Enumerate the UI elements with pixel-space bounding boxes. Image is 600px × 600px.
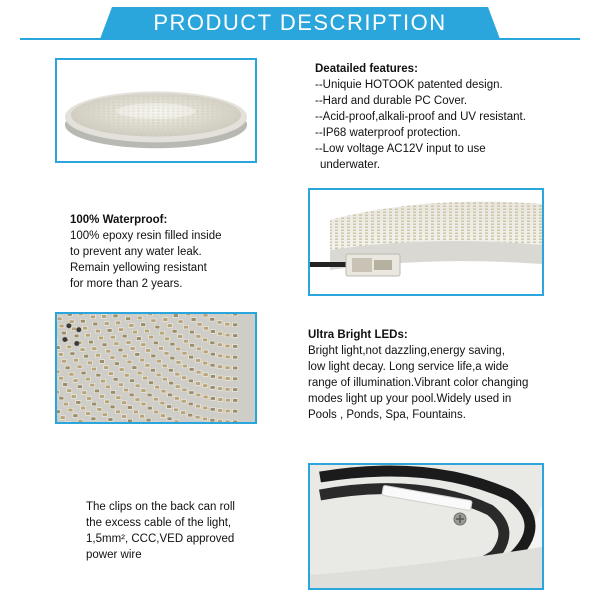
clips-line: the excess cable of the light,	[86, 517, 232, 529]
waterproof-section	[70, 212, 280, 292]
clips-line: The clips on the back can roll	[86, 501, 235, 513]
waterproof-line: to prevent any water leak.	[70, 246, 202, 258]
leds-line: Bright light,not dazzling,energy saving,	[308, 345, 505, 357]
leds-heading: Ultra Bright LEDs:	[308, 329, 408, 341]
feature-line: --Acid-proof,alkali-proof and UV resistant.	[315, 111, 526, 123]
page-title: PRODUCT DESCRIPTION	[153, 10, 447, 35]
feature-line: --Uniquie HOTOOK patented design.	[315, 79, 503, 91]
leds-line: range of illumination.Vibrant color changing	[308, 377, 529, 389]
clips-line: power wire	[86, 549, 142, 561]
features-heading: Deatailed features:	[315, 63, 418, 75]
lamp-photo	[55, 58, 257, 163]
waterproof-line: for more than 2 years.	[70, 278, 183, 290]
feature-line: --IP68 waterproof protection.	[315, 127, 461, 139]
led-board-photo	[55, 312, 257, 424]
clips-section	[86, 499, 286, 563]
cable-clips-photo	[308, 463, 544, 590]
feature-line: --Low voltage AC12V input to use	[315, 143, 486, 155]
leds-line: low light decay. Long service life,a wide	[308, 361, 509, 373]
features-section	[315, 61, 585, 173]
leds-line: Pools , Ponds, Spa, Fountains.	[308, 409, 466, 421]
leds-section	[308, 327, 588, 423]
feature-line: underwater.	[320, 159, 381, 171]
lamp-side-photo	[308, 188, 544, 296]
page-header	[0, 0, 600, 46]
waterproof-line: Remain yellowing resistant	[70, 262, 207, 274]
leds-line: modes light up your pool.Widely used in	[308, 393, 512, 405]
waterproof-line: 100% epoxy resin filled inside	[70, 230, 222, 242]
feature-line: --Hard and durable PC Cover.	[315, 95, 468, 107]
waterproof-heading: 100% Waterproof:	[70, 214, 168, 226]
clips-line: 1,5mm², CCC,VED approved	[86, 533, 235, 545]
